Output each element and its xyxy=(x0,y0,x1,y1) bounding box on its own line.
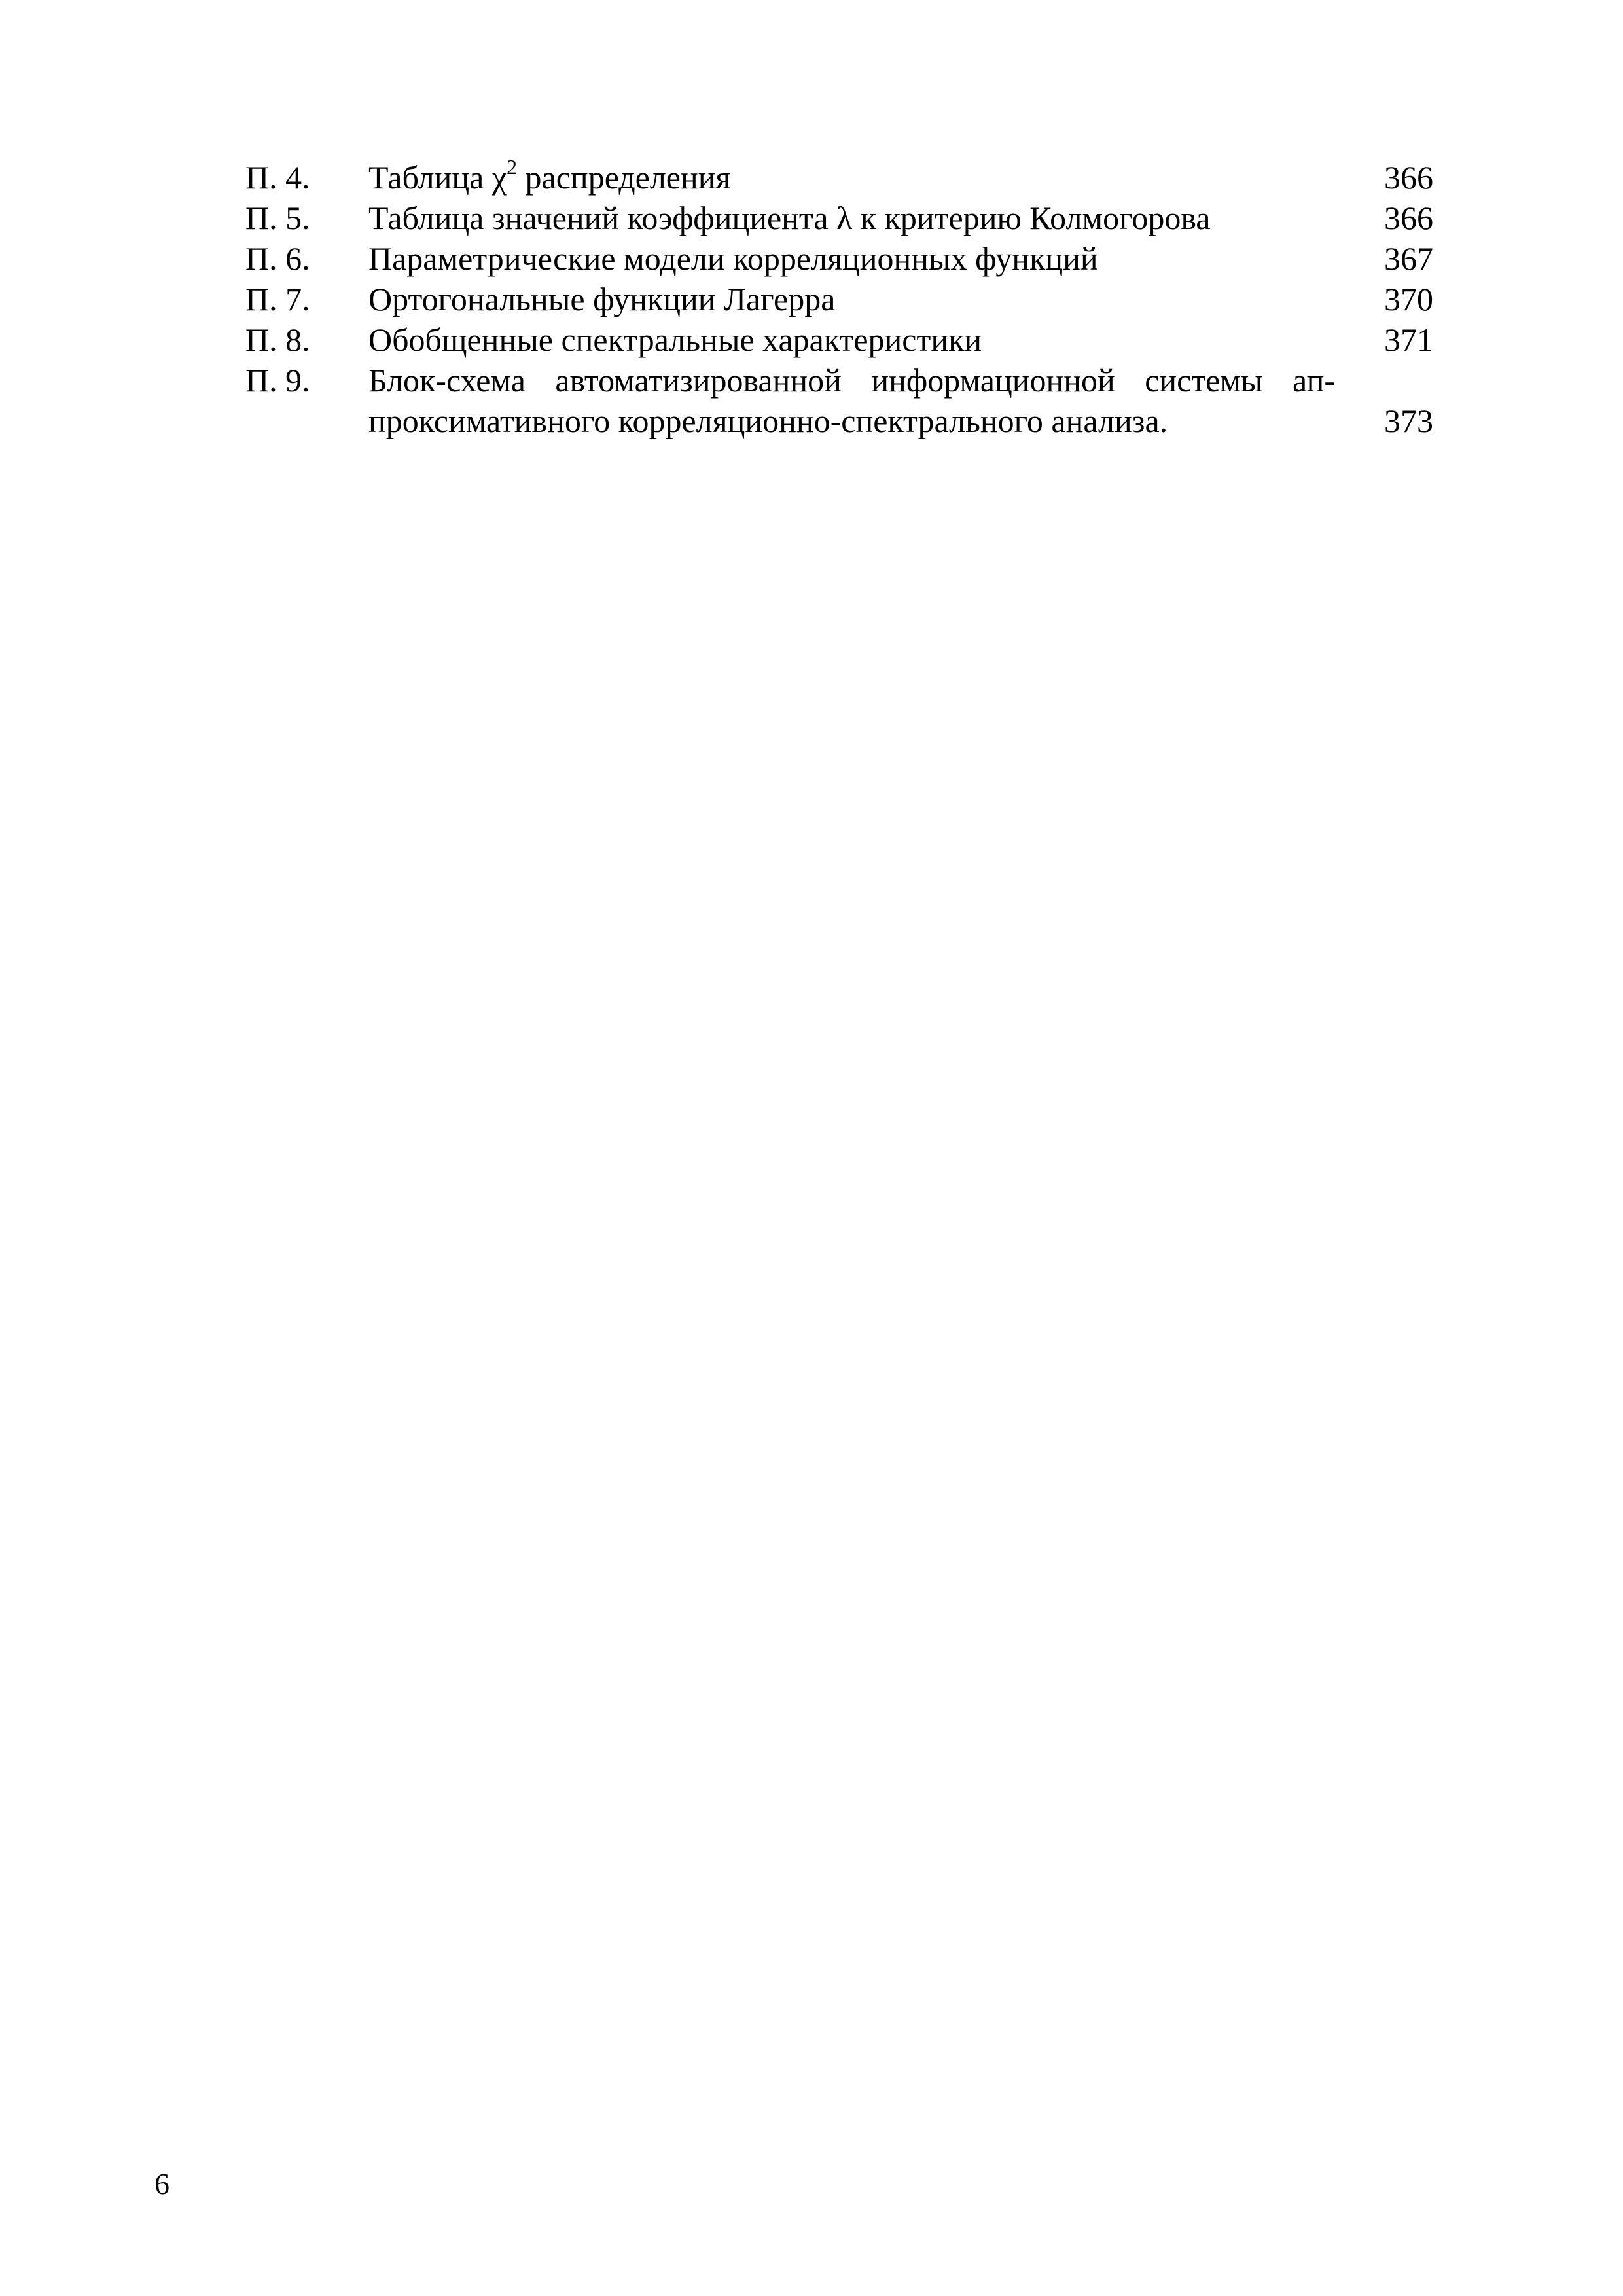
toc-entry-p5 xyxy=(245,198,1433,238)
superscript: 2 xyxy=(507,155,518,179)
toc-entry-title: Таблица значений коэффициента λ к критерию Колмогорова xyxy=(368,200,1211,236)
toc-entry-number: П. 6. xyxy=(245,240,310,277)
page-number: 6 xyxy=(154,2167,169,2200)
toc-entry-title-text: распределения xyxy=(517,159,731,196)
toc-entry-p8 xyxy=(245,319,1433,360)
toc-entry-page: 370 xyxy=(1384,281,1433,317)
toc-entry-p4 xyxy=(245,157,1433,198)
toc-entry-title: Обобщенные спектральные характеристики xyxy=(368,321,982,358)
toc-entry-number: П. 9. xyxy=(245,362,310,399)
table-of-contents xyxy=(245,157,1433,441)
toc-entry-title-line: Блок-схема автоматизированной информационной системы ап- xyxy=(368,362,1335,399)
toc-entry-p7 xyxy=(245,279,1433,319)
toc-entry-p6 xyxy=(245,238,1433,279)
toc-entry-number: П. 5. xyxy=(245,200,310,236)
toc-entry-page: 373 xyxy=(1384,403,1433,439)
toc-entry-page: 367 xyxy=(1384,240,1433,277)
toc-entry-page: 366 xyxy=(1384,159,1433,196)
toc-entry-title xyxy=(368,360,1335,441)
toc-entry-title xyxy=(368,157,1335,198)
toc-entry-number: П. 7. xyxy=(245,281,310,317)
toc-entry-title: Ортогональные функции Лагерра xyxy=(368,281,836,317)
toc-entry-title: Параметрические модели корреляционных функций xyxy=(368,240,1098,277)
toc-entry-number: П. 4. xyxy=(245,159,310,196)
toc-entry-title-line: проксимативного корреляционно-спектрального анализа. xyxy=(368,403,1168,439)
toc-entry-page: 366 xyxy=(1384,200,1433,236)
toc-entry-title-text: Таблица χ xyxy=(368,159,507,196)
toc-entry-page: 371 xyxy=(1384,321,1433,358)
toc-entry-p9 xyxy=(245,360,1433,441)
toc-entry-number: П. 8. xyxy=(245,321,310,358)
